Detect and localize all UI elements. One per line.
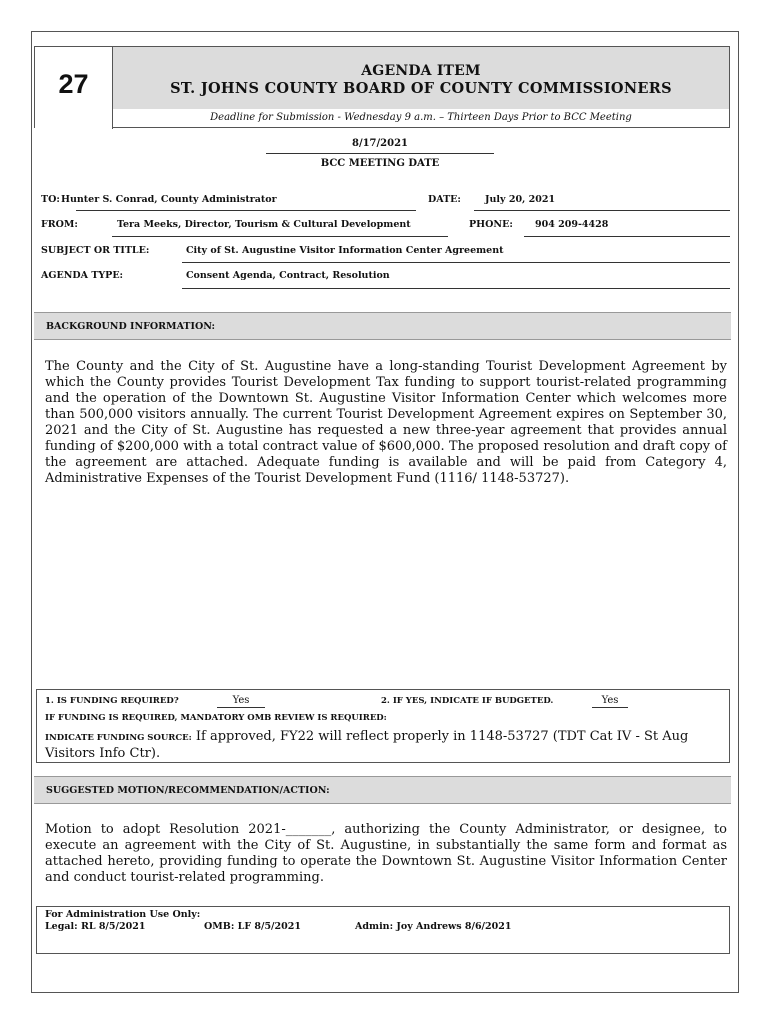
funding-required-answer: Yes xyxy=(217,694,265,708)
from-underline xyxy=(112,236,448,237)
phone-value: 904 209-4428 xyxy=(535,219,609,230)
to-label: TO: xyxy=(41,194,60,205)
date-value: July 20, 2021 xyxy=(485,194,556,205)
header-title-line2: ST. JOHNS COUNTY BOARD OF COUNTY COMMISSIONERS xyxy=(170,80,672,97)
motion-heading: SUGGESTED MOTION/RECOMMENDATION/ACTION: xyxy=(34,776,731,804)
admin-signoff: Admin: Joy Andrews 8/6/2021 xyxy=(355,921,512,932)
legal-signoff: Legal: RL 8/5/2021 xyxy=(45,921,146,932)
administration-heading: For Administration Use Only: xyxy=(45,909,201,920)
from-value: Tera Meeks, Director, Tourism & Cultural Development xyxy=(117,219,411,230)
funding-source-label: INDICATE FUNDING SOURCE: xyxy=(45,733,192,743)
funding-source-text: If approved, FY22 will reflect properly in 1148-53727 (TDT Cat IV - St Aug Visitors Info Ctr). xyxy=(45,729,689,761)
meeting-date-value: 8/17/2021 xyxy=(266,138,494,154)
budgeted-label: 2. IF YES, INDICATE IF BUDGETED. xyxy=(381,696,554,706)
omb-signoff: OMB: LF 8/5/2021 xyxy=(204,921,301,932)
background-text: The County and the City of St. Augustine have a long-standing Tourist Development Agreement by which the County provides Tourist Development Tax funding to support tourist-related programming and the operation of the Downtown St. Augustine Visitor Information Center which welcomes more than 500,000 visitors annually. The current Tourist Development Agreement expires on September 30, 2021 and the City of St. Augustine has requested a new three-year agreement that provides annual funding of $200,000 with a total contract value of $600,000. The proposed resolution and draft copy of the agreement are attached. Adequate funding is available and will be paid from Category 4, Administrative Expenses of the Tourist Development Fund (1116/ 1148-53727). xyxy=(45,359,727,486)
funding-required-label: 1. IS FUNDING REQUIRED? xyxy=(45,696,179,706)
meeting-date-block xyxy=(266,138,494,169)
funding-source-block xyxy=(45,729,725,761)
from-label: FROM: xyxy=(41,219,78,230)
agenda-type-underline xyxy=(182,288,730,289)
phone-underline xyxy=(524,236,730,237)
header-title-line1: AGENDA ITEM xyxy=(361,63,481,79)
agenda-type-value: Consent Agenda, Contract, Resolution xyxy=(186,270,390,281)
to-value: Hunter S. Conrad, County Administrator xyxy=(61,194,277,205)
header-title-block xyxy=(113,47,729,110)
subject-value: City of St. Augustine Visitor Information Center Agreement xyxy=(186,245,504,256)
motion-text: Motion to adopt Resolution 2021-_______, authorizing the County Administrator, or designee, to execute an agreement with the City of St. Augustine, in substantially the same form and format as attached hereto, providing funding to operate the Downtown St. Augustine Visitor Information Center and conduct tourist-related programming. xyxy=(45,822,727,885)
administration-box xyxy=(36,906,730,954)
phone-label: PHONE: xyxy=(469,219,513,230)
subject-label: SUBJECT OR TITLE: xyxy=(41,245,150,256)
budgeted-answer: Yes xyxy=(592,694,628,708)
subject-underline xyxy=(182,262,730,263)
meeting-date-label: BCC MEETING DATE xyxy=(320,158,440,169)
funding-box xyxy=(36,689,730,763)
form-header xyxy=(34,46,730,128)
background-heading: BACKGROUND INFORMATION: xyxy=(34,312,731,340)
date-label: DATE: xyxy=(428,194,461,205)
agenda-type-label: AGENDA TYPE: xyxy=(41,270,124,281)
agenda-item-number: 27 xyxy=(35,47,113,129)
submission-deadline-note: Deadline for Submission - Wednesday 9 a.m. – Thirteen Days Prior to BCC Meeting xyxy=(113,109,729,127)
omb-review-note: IF FUNDING IS REQUIRED, MANDATORY OMB REVIEW IS REQUIRED: xyxy=(45,713,387,723)
to-underline xyxy=(76,210,416,211)
agenda-item-form xyxy=(31,31,739,993)
date-underline xyxy=(474,210,730,211)
